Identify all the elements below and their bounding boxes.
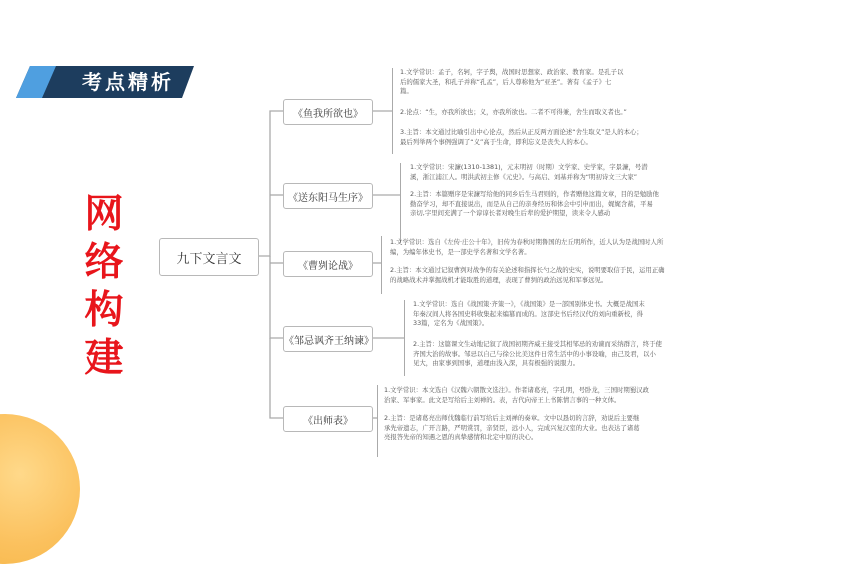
- side-title-char: 络: [84, 239, 124, 285]
- leaf-text: 3.主旨：本文通过比喻引出中心论点，然后从正反两方面论述“舍生取义”是人的本心； 最后列举两个事例强调了“义”高于生命，即利忘义是丧失人的本心。: [400, 128, 643, 146]
- leaf-text: 2.主旨：本篇赠序是宋濂写给他的同乡后生马君则的，作者赠他这篇文章，目的是勉励他 勤奋学习，却不直接说出，而是从自己的亲身经历和体会中引申而出，娓娓含蓄，平易 亲切,字里间充满了一个谆谆长者对晚生后辈的爱护期望，读来令人感动: [410, 190, 659, 218]
- leaf-text: 1.文学常识：选自《左传·庄公十年》，旧传为春秋时期鲁国的左丘明所作，近人认为是战国时人所 编，为编年体史书，是一部史学名著和文学名著。: [390, 238, 664, 256]
- branch-node: 《邹忌讽齐王纳谏》: [283, 326, 373, 352]
- connector-line: [270, 338, 283, 418]
- leaf-text: 1.文学常识：孟子，名轲，字子舆，战国时思想家、政治家、教育家。是孔子以 后的儒家大圣，和孔子并称“孔孟”，后人尊称他为“亚圣”。著有《孟子》七 篇。: [400, 68, 624, 96]
- leaf-bracket: [381, 236, 382, 294]
- branch-node: 《出师表》: [283, 406, 373, 432]
- leaf-bracket: [400, 163, 401, 243]
- leaf-text: 2.论点：“生，亦我所欲也；义，亦我所欲也。二者不可得兼，舍生而取义者也。”: [400, 108, 627, 116]
- leaf-text: 2.主旨：是诸葛亮出师伐魏临行前写给后主刘禅的奏章。文中以恳切的言辞，劝说后主要继 承先帝遗志，广开言路，严明赏罚，亲贤臣，远小人，完成兴复汉室的大业。也表达了诸葛 亮报答先帝的知遇之恩的真挚感情和北定中原的决心。: [384, 414, 640, 442]
- leaf-text: 2.主旨：本文通过记叙曹刿对战争的有关论述和指挥长勺之战的史实，说明要取信于民，运用正确 的战略战术并掌握战机才能取胜的道理，表现了曹刿的政治远见和军事远见。: [390, 266, 665, 284]
- leaf-bracket: [404, 300, 405, 376]
- header-title: 考点精析: [82, 70, 174, 94]
- side-title-char: 网: [84, 191, 124, 237]
- side-title-char: 构: [84, 287, 124, 333]
- branch-node: 《曹刿论战》: [283, 251, 373, 277]
- leaf-text: 1.文学常识：本文选自《汉魏六朝散文选注》。作者诸葛亮，字孔明，号卧龙，三国时期蜀汉政 治家、军事家。此文是写给后主刘禅的。表，古代向帝王上书陈情言事的一种文体。: [384, 386, 649, 404]
- leaf-text: 2.主旨：这篇课文生动地记叙了战国初期齐威王接受其相邹忌的劝谏而采纳群言，终于使 齐国大治的故事。邹忌以自己与徐公比美这件日常生活中的小事设喻，由己及君，以小 见大，由家事到国事，道理由浅入深，具有极强的说服力。: [413, 340, 662, 368]
- branch-node: 《送东阳马生序》: [283, 183, 373, 209]
- leaf-text: 1.文学常识：宋濂(1310-1381)，元末明初（时期）文学家、史学家，字景濂，号潜 溪，浙江浦江人。明洪武初主修《元史》。与高启、刘基并称为“明初诗文三大家”: [410, 163, 648, 181]
- mindmap-root: 九下文言文: [159, 238, 259, 276]
- leaf-text: 1.文学常识：选自《战国策·齐策一》，《战国策》是一部国别体史书。大概是战国末 年秦汉间人将各国史料收集起来编纂而成的。这部史书后经汉代的刘向重新校，得 33篇，定名为《战国策》。: [413, 300, 645, 328]
- side-title-char: 建: [84, 335, 124, 381]
- branch-node: 《鱼我所欲也》: [283, 99, 373, 125]
- connector-line: [270, 256, 283, 338]
- leaf-bracket: [392, 68, 393, 154]
- leaf-bracket: [377, 385, 378, 457]
- connector-line: [257, 111, 283, 256]
